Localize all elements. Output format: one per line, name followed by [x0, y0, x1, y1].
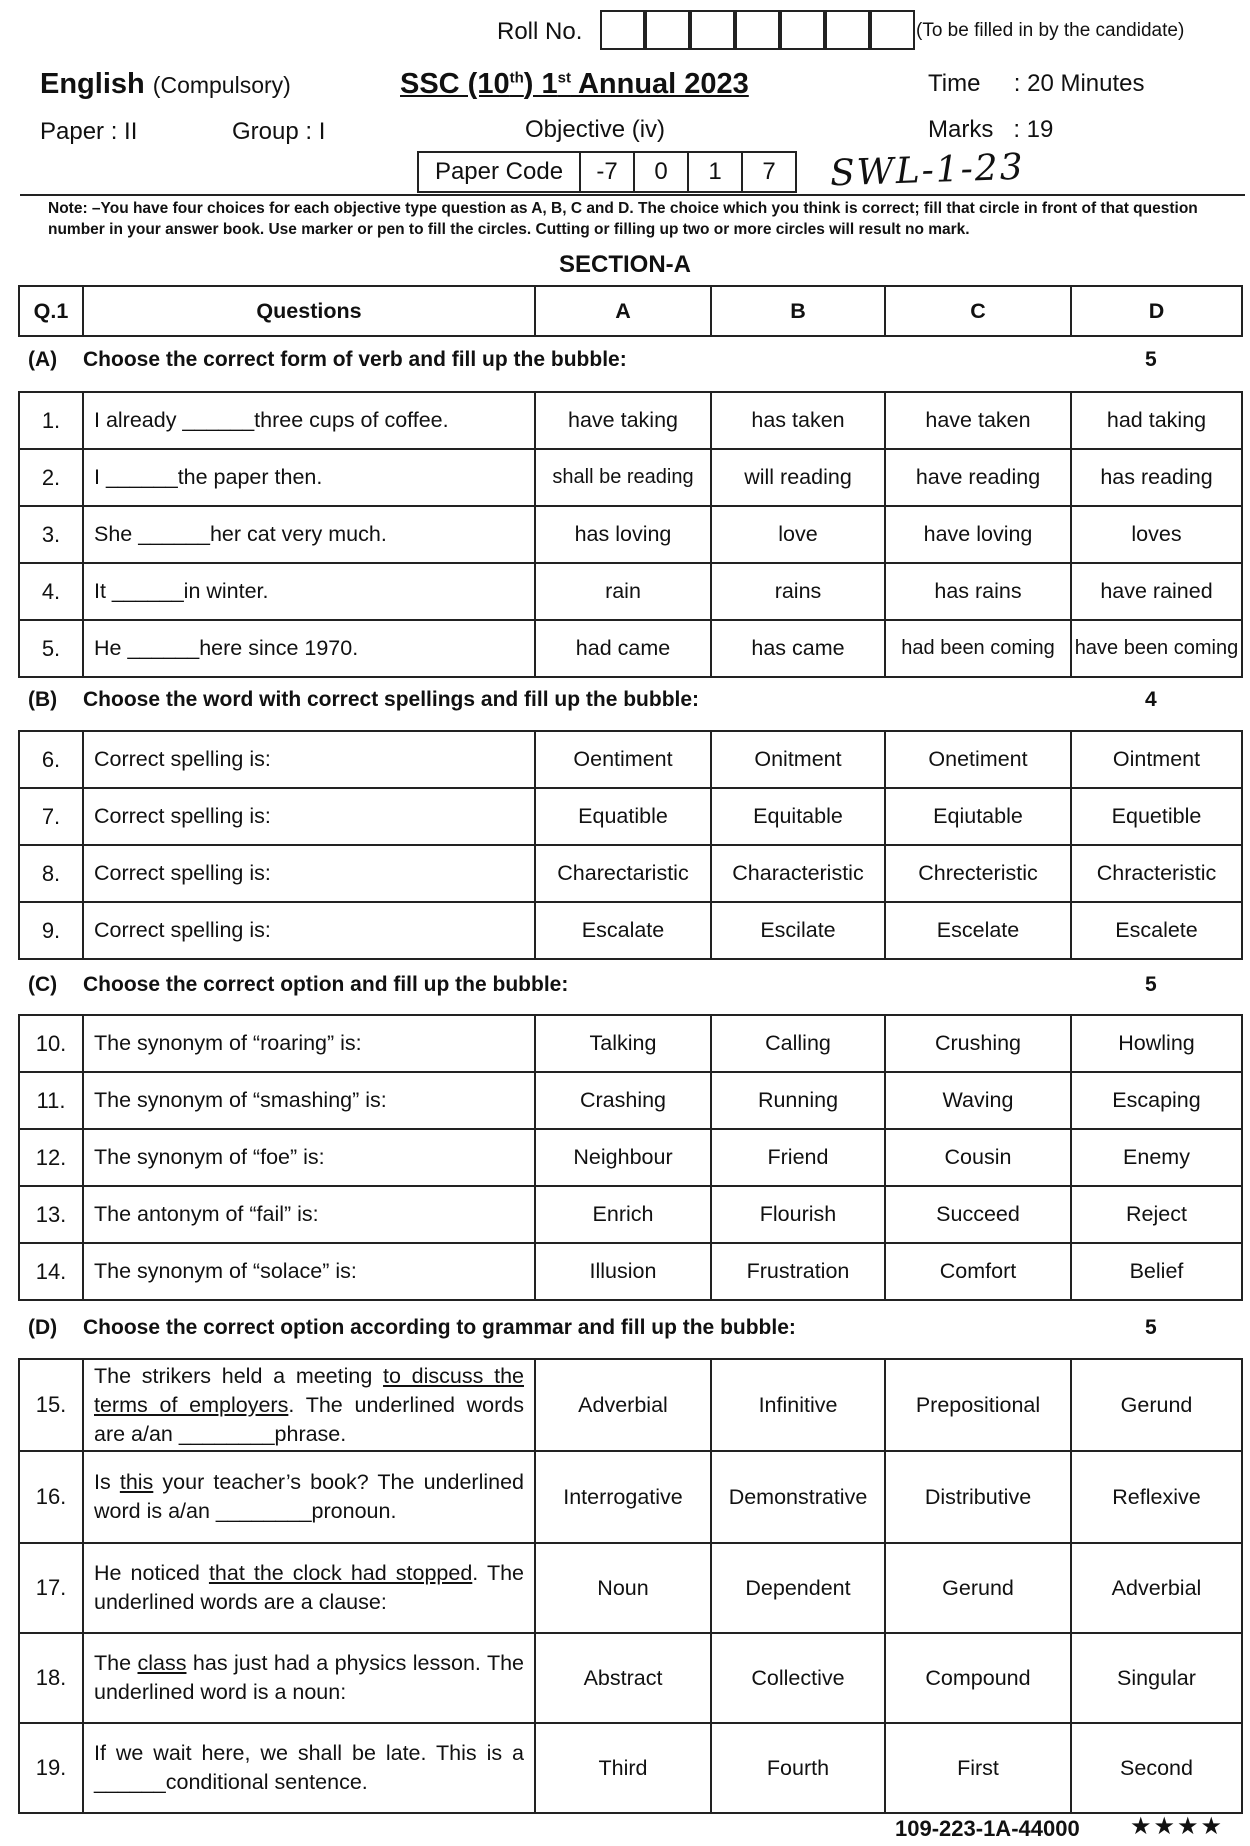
question-row: [19, 1451, 1242, 1543]
question-row: [19, 1543, 1242, 1633]
option-d[interactable]: Howling: [1071, 1015, 1242, 1072]
option-d[interactable]: Reflexive: [1071, 1451, 1242, 1543]
question-number: 14.: [19, 1243, 83, 1300]
question-text: [83, 1723, 535, 1813]
question-text: [83, 1186, 535, 1243]
paper-code-label: Paper Code: [419, 153, 581, 191]
question-text-part: Correct spelling is:: [94, 861, 271, 885]
option-d[interactable]: Adverbial: [1071, 1543, 1242, 1633]
option-b[interactable]: Flourish: [711, 1186, 885, 1243]
footer-stars: ★★★★: [1130, 1813, 1225, 1840]
option-c[interactable]: Cousin: [885, 1129, 1071, 1186]
exam-title-sup: th: [509, 69, 524, 87]
option-c[interactable]: Gerund: [885, 1543, 1071, 1633]
header-option-d: D: [1071, 286, 1242, 336]
option-b[interactable]: Running: [711, 1072, 885, 1129]
question-text: [83, 1543, 535, 1633]
roll-number-box[interactable]: [645, 10, 690, 50]
option-d[interactable]: Chracteristic: [1071, 845, 1242, 902]
option-d[interactable]: have rained: [1071, 563, 1242, 620]
question-row: [19, 845, 1242, 902]
option-b[interactable]: love: [711, 506, 885, 563]
option-a[interactable]: have taking: [535, 392, 711, 449]
instructions-note: Note: –You have four choices for each objective type question as A, B, C and D. The choice which you think is correct; fill that circle in front of that question number in your answer book. Use marker or pen to fill the circles. Cutting or filling up two or more circles will result no mark.: [48, 200, 1198, 238]
option-a[interactable]: Neighbour: [535, 1129, 711, 1186]
option-a[interactable]: had came: [535, 620, 711, 677]
paper-code-digit: 7: [762, 158, 776, 185]
header-questions: Questions: [83, 286, 535, 336]
question-number: 9.: [19, 902, 83, 959]
question-text-part: has just had a physics lesson. The underlined word is a noun:: [94, 1651, 524, 1704]
option-c[interactable]: has rains: [885, 563, 1071, 620]
section-label: (D): [28, 1316, 58, 1339]
option-c[interactable]: Onetiment: [885, 731, 1071, 788]
option-b[interactable]: Frustration: [711, 1243, 885, 1300]
option-c[interactable]: Distributive: [885, 1451, 1071, 1543]
roll-number-box[interactable]: [690, 10, 735, 50]
question-underlined-text: class: [137, 1651, 187, 1675]
paper-code-box: [417, 151, 797, 193]
exam-title-part: Annual 2023: [570, 68, 749, 100]
option-b[interactable]: Infinitive: [711, 1359, 885, 1451]
question-text: [83, 449, 535, 506]
paper-code-digit: -7: [581, 153, 635, 191]
option-c[interactable]: have reading: [885, 449, 1071, 506]
question-row: [19, 731, 1242, 788]
exam-title-part: ) 1: [523, 68, 558, 100]
subject-title: [40, 68, 291, 101]
option-d[interactable]: Reject: [1071, 1186, 1242, 1243]
question-number: 13.: [19, 1186, 83, 1243]
question-table: [18, 1014, 1243, 1301]
roll-number-label: Roll No.: [497, 18, 583, 45]
subject-note: (Compulsory): [152, 72, 291, 98]
exam-title-sup: st: [557, 69, 571, 87]
option-a[interactable]: Adverbial: [535, 1359, 711, 1451]
question-text-part: Correct spelling is:: [94, 918, 271, 942]
paper-code-digit: 0: [635, 153, 689, 191]
question-text: [83, 620, 535, 677]
question-text-part: Correct spelling is:: [94, 804, 271, 828]
section-marks: 5: [1145, 973, 1157, 996]
section-instruction-text: Choose the word with correct spellings and fill up the bubble:: [83, 688, 700, 711]
question-number: 16.: [19, 1451, 83, 1543]
option-a[interactable]: has loving: [535, 506, 711, 563]
question-number: 8.: [19, 845, 83, 902]
option-c[interactable]: Escelate: [885, 902, 1071, 959]
question-row: [19, 1633, 1242, 1723]
question-row: [19, 1723, 1242, 1813]
roll-number-note: (To be filled in by the candidate): [916, 20, 1185, 41]
question-number: 17.: [19, 1543, 83, 1633]
option-c[interactable]: Waving: [885, 1072, 1071, 1129]
question-table: [18, 391, 1243, 678]
header-option-b: B: [711, 286, 885, 336]
question-row: [19, 506, 1242, 563]
question-text-part: If we wait here, we shall be late. This is a ______conditional sentence.: [94, 1741, 524, 1794]
option-d[interactable]: Ointment: [1071, 731, 1242, 788]
option-d[interactable]: Escalete: [1071, 902, 1242, 959]
question-text-part: He noticed: [94, 1561, 209, 1585]
question-text: [83, 1129, 535, 1186]
paper-code-digit: 1: [689, 153, 743, 191]
option-c[interactable]: Succeed: [885, 1186, 1071, 1243]
question-row: [19, 788, 1242, 845]
section-title: SECTION-A: [559, 251, 691, 278]
option-c[interactable]: have loving: [885, 506, 1071, 563]
question-text: [83, 563, 535, 620]
question-number: 3.: [19, 506, 83, 563]
option-c[interactable]: Eqiutable: [885, 788, 1071, 845]
option-d[interactable]: Equetible: [1071, 788, 1242, 845]
question-table: [18, 1358, 1243, 1814]
section-instruction-text: Choose the correct form of verb and fill up the bubble:: [83, 348, 627, 371]
header-q-number: Q.1: [19, 286, 83, 336]
question-text: [83, 1015, 535, 1072]
paper-number: Paper : II: [40, 118, 138, 145]
question-text-part: The: [94, 1651, 138, 1675]
option-d[interactable]: loves: [1071, 506, 1242, 563]
option-a[interactable]: Noun: [535, 1543, 711, 1633]
question-text-part: Correct spelling is:: [94, 747, 271, 771]
question-number: 1.: [19, 392, 83, 449]
footer-code: 109-223-1A-44000: [895, 1816, 1080, 1841]
option-b[interactable]: will reading: [711, 449, 885, 506]
question-number: 10.: [19, 1015, 83, 1072]
question-row: [19, 563, 1242, 620]
header-option-a: A: [535, 286, 711, 336]
question-text-part: The strikers held a meeting: [94, 1363, 384, 1388]
column-header-table: [18, 285, 1243, 337]
question-text: [83, 1359, 535, 1451]
question-text-part: Is: [94, 1470, 120, 1494]
question-number: 19.: [19, 1723, 83, 1813]
section-marks: 5: [1145, 1316, 1157, 1339]
option-b[interactable]: Onitment: [711, 731, 885, 788]
question-text: [83, 1072, 535, 1129]
section-marks: 5: [1145, 348, 1157, 371]
question-text: [83, 788, 535, 845]
option-c[interactable]: First: [885, 1723, 1071, 1813]
option-c[interactable]: Crushing: [885, 1015, 1071, 1072]
section-instruction-text: Choose the correct option according to grammar and fill up the bubble:: [83, 1316, 796, 1339]
option-a[interactable]: Escalate: [535, 902, 711, 959]
question-text-part: The synonym of “foe” is:: [94, 1145, 325, 1169]
option-d[interactable]: has reading: [1071, 449, 1242, 506]
question-row: [19, 1243, 1242, 1300]
question-text-part: The synonym of “roaring” is:: [94, 1031, 362, 1055]
time-allowed: Time : 20 Minutes: [928, 70, 1145, 97]
option-d[interactable]: Enemy: [1071, 1129, 1242, 1186]
option-c[interactable]: Chrecteristic: [885, 845, 1071, 902]
option-b[interactable]: Equitable: [711, 788, 885, 845]
option-d[interactable]: have been coming: [1071, 620, 1242, 677]
question-row: [19, 1129, 1242, 1186]
roll-number-box[interactable]: [825, 10, 870, 50]
question-row: [19, 620, 1242, 677]
question-table: [18, 730, 1243, 960]
section-instruction: [28, 1316, 796, 1340]
question-row: [19, 449, 1242, 506]
question-text-part: It ______in winter.: [94, 579, 269, 603]
option-c[interactable]: had been coming: [885, 620, 1071, 677]
question-text: [83, 902, 535, 959]
question-text: [83, 845, 535, 902]
section-label: (C): [28, 973, 58, 996]
option-b[interactable]: Fourth: [711, 1723, 885, 1813]
question-text: [83, 1243, 535, 1300]
option-a[interactable]: Illusion: [535, 1243, 711, 1300]
question-text-part: She ______her cat very much.: [94, 522, 387, 546]
question-text: [83, 506, 535, 563]
section-marks: 4: [1145, 688, 1157, 711]
question-text: [83, 1451, 535, 1543]
roll-number-box[interactable]: [780, 10, 825, 50]
question-text: [83, 392, 535, 449]
option-a[interactable]: Enrich: [535, 1186, 711, 1243]
option-d[interactable]: Gerund: [1071, 1359, 1242, 1451]
exam-title: [400, 68, 749, 101]
option-a[interactable]: rain: [535, 563, 711, 620]
roll-number-box[interactable]: [600, 10, 645, 50]
option-d[interactable]: had taking: [1071, 392, 1242, 449]
option-a[interactable]: Crashing: [535, 1072, 711, 1129]
option-b[interactable]: Escilate: [711, 902, 885, 959]
option-a[interactable]: Equatible: [535, 788, 711, 845]
option-a[interactable]: Talking: [535, 1015, 711, 1072]
header-option-c: C: [885, 286, 1071, 336]
option-b[interactable]: Characteristic: [711, 845, 885, 902]
question-number: 11.: [19, 1072, 83, 1129]
option-b[interactable]: has taken: [711, 392, 885, 449]
subject-name: English: [40, 68, 145, 100]
question-text-part: He ______here since 1970.: [94, 636, 359, 660]
section-instruction-text: Choose the correct option and fill up the bubble:: [83, 973, 569, 996]
section-label: (A): [28, 348, 58, 371]
question-number: 5.: [19, 620, 83, 677]
option-b[interactable]: Dependent: [711, 1543, 885, 1633]
question-text: [83, 731, 535, 788]
question-text-part: I already ______three cups of coffee.: [94, 408, 449, 432]
option-b[interactable]: has came: [711, 620, 885, 677]
option-a[interactable]: Oentiment: [535, 731, 711, 788]
option-a[interactable]: Interrogative: [535, 1451, 711, 1543]
option-b[interactable]: rains: [711, 563, 885, 620]
option-c[interactable]: Compound: [885, 1633, 1071, 1723]
roll-number-box[interactable]: [735, 10, 780, 50]
question-underlined-text: that the clock had stopped: [208, 1561, 473, 1585]
option-d[interactable]: Singular: [1071, 1633, 1242, 1723]
total-marks: Marks : 19: [928, 116, 1054, 143]
option-a[interactable]: Charectaristic: [535, 845, 711, 902]
question-underlined-text: this: [119, 1470, 154, 1494]
question-number: 4.: [19, 563, 83, 620]
header-divider: [20, 194, 1245, 196]
section-label: (B): [28, 688, 58, 711]
question-text-part: The synonym of “smashing” is:: [94, 1088, 387, 1112]
question-row: [19, 1359, 1242, 1451]
option-d[interactable]: Belief: [1071, 1243, 1242, 1300]
question-text-part: . The underlined words are a/an ________phrase.: [94, 1392, 524, 1446]
question-number: 2.: [19, 449, 83, 506]
question-text-part: The synonym of “solace” is:: [94, 1259, 357, 1283]
group-number: Group : I: [232, 118, 326, 145]
question-number: 6.: [19, 731, 83, 788]
option-b[interactable]: Calling: [711, 1015, 885, 1072]
option-b[interactable]: Friend: [711, 1129, 885, 1186]
handwritten-code: SWL-1-23: [829, 146, 1026, 195]
option-c[interactable]: Comfort: [885, 1243, 1071, 1300]
section-instruction: [28, 348, 627, 372]
question-text-part: The antonym of “fail” is:: [94, 1202, 319, 1226]
question-number: 18.: [19, 1633, 83, 1723]
section-instruction: [28, 688, 699, 712]
option-b[interactable]: Demonstrative: [711, 1451, 885, 1543]
question-row: [19, 1015, 1242, 1072]
option-a[interactable]: Abstract: [535, 1633, 711, 1723]
question-row: [19, 1186, 1242, 1243]
option-b[interactable]: Collective: [711, 1633, 885, 1723]
question-text-part: your teacher’s book? The underlined word is a/an ________pronoun.: [94, 1470, 524, 1523]
roll-number-box[interactable]: [870, 10, 915, 50]
objective-label: Objective (iv): [525, 116, 666, 143]
question-text-part: I ______the paper then.: [94, 465, 323, 489]
question-text: [83, 1633, 535, 1723]
question-row: [19, 1072, 1242, 1129]
question-row: [19, 392, 1242, 449]
question-number: 12.: [19, 1129, 83, 1186]
option-a[interactable]: Third: [535, 1723, 711, 1813]
option-c[interactable]: Prepositional: [885, 1359, 1071, 1451]
question-number: 15.: [19, 1359, 83, 1451]
option-a[interactable]: shall be reading: [535, 449, 711, 506]
question-text-part: . The underlined words are a clause:: [94, 1561, 524, 1614]
option-c[interactable]: have taken: [885, 392, 1071, 449]
question-underlined-text: to discuss the terms of employers: [94, 1363, 524, 1417]
question-number: 7.: [19, 788, 83, 845]
option-d[interactable]: Second: [1071, 1723, 1242, 1813]
option-d[interactable]: Escaping: [1071, 1072, 1242, 1129]
exam-title-part: SSC (10: [400, 68, 510, 100]
section-instruction: [28, 973, 568, 997]
question-row: [19, 902, 1242, 959]
